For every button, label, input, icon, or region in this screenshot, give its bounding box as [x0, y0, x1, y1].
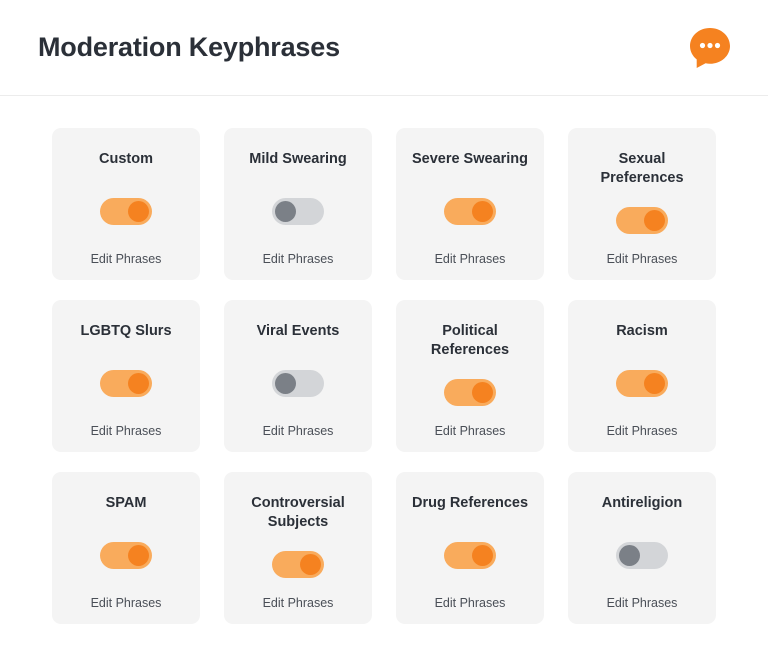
edit-phrases-link[interactable]: Edit Phrases: [606, 252, 678, 266]
category-card: [568, 300, 716, 452]
category-toggle[interactable]: [616, 370, 668, 397]
edit-phrases-link[interactable]: Edit Phrases: [90, 595, 162, 610]
category-card: [52, 128, 200, 280]
category-card: [396, 128, 544, 280]
category-toggle[interactable]: [616, 542, 668, 569]
toggle-knob: [275, 373, 296, 394]
edit-phrases-link[interactable]: Edit Phrases: [434, 424, 506, 438]
category-toggle[interactable]: [100, 370, 152, 397]
category-title: Drug References: [411, 495, 529, 511]
page-title: Moderation Keyphrases: [38, 32, 340, 62]
toggle-knob: [300, 554, 321, 575]
category-card: [396, 300, 544, 452]
category-card: [568, 472, 716, 624]
category-toggle[interactable]: [272, 551, 324, 578]
edit-phrases-link[interactable]: Edit Phrases: [262, 251, 334, 266]
toggle-knob: [472, 545, 493, 566]
category-title: LGBTQ Slurs: [80, 323, 172, 339]
category-title: Mild Swearing: [249, 151, 347, 167]
category-title: Racism: [616, 323, 668, 339]
edit-phrases-link[interactable]: Edit Phrases: [90, 423, 162, 438]
edit-phrases-link[interactable]: Edit Phrases: [262, 596, 334, 610]
category-title: Antireligion: [601, 495, 683, 511]
toggle-knob: [128, 545, 149, 566]
toggle-knob: [128, 201, 149, 222]
category-toggle[interactable]: [100, 198, 152, 225]
category-card: [52, 300, 200, 452]
category-card: [224, 472, 372, 624]
chat-bubble-ellipsis-icon: [686, 24, 734, 72]
edit-phrases-link[interactable]: Edit Phrases: [90, 251, 162, 266]
toggle-knob: [644, 373, 665, 394]
toggle-knob: [128, 373, 149, 394]
category-title: Severe Swearing: [411, 151, 529, 167]
toggle-knob: [619, 545, 640, 566]
edit-phrases-link[interactable]: Edit Phrases: [434, 595, 506, 610]
edit-phrases-link[interactable]: Edit Phrases: [262, 423, 334, 438]
category-title: Viral Events: [256, 323, 340, 339]
category-card: [224, 128, 372, 280]
page-header: [0, 0, 768, 96]
category-toggle[interactable]: [616, 207, 668, 234]
edit-phrases-link[interactable]: Edit Phrases: [434, 251, 506, 266]
category-title: Sexual Preferences: [600, 151, 684, 186]
category-title: Custom: [99, 151, 153, 167]
edit-phrases-link[interactable]: Edit Phrases: [606, 595, 678, 610]
category-grid: [46, 128, 722, 624]
category-toggle[interactable]: [444, 198, 496, 225]
category-toggle[interactable]: [272, 198, 324, 225]
toggle-knob: [472, 201, 493, 222]
category-card: [568, 128, 716, 280]
category-card: [396, 472, 544, 624]
category-toggle[interactable]: [272, 370, 324, 397]
category-card: [52, 472, 200, 624]
toggle-knob: [275, 201, 296, 222]
toggle-knob: [472, 382, 493, 403]
category-title: Controversial Subjects: [251, 495, 345, 530]
keyphrase-categories: [0, 96, 768, 672]
category-toggle[interactable]: [100, 542, 152, 569]
toggle-knob: [644, 210, 665, 231]
edit-phrases-link[interactable]: Edit Phrases: [606, 423, 678, 438]
category-title: Political References: [430, 323, 510, 358]
category-card: [224, 300, 372, 452]
category-toggle[interactable]: [444, 542, 496, 569]
category-title: SPAM: [105, 495, 147, 511]
category-toggle[interactable]: [444, 379, 496, 406]
